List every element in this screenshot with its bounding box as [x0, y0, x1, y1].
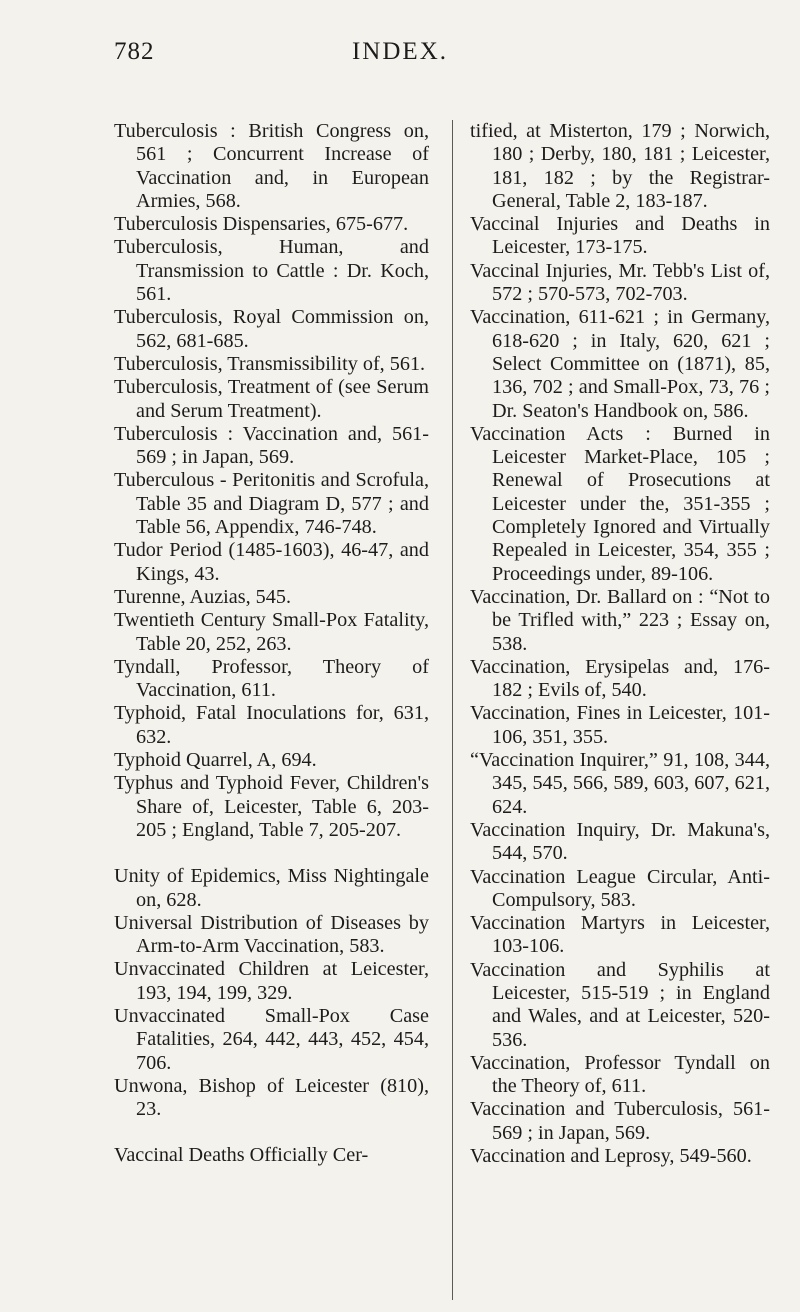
index-entry: Tudor Period (1485-1603), 46-47, and Kings, 43.: [114, 539, 429, 585]
index-entry: Tuberculosis : Vaccination and, 561-569 ; in Japan, 569.: [114, 422, 429, 469]
index-entry: Unvaccinated Children at Leicester, 193, 194, 199, 329.: [114, 958, 429, 1004]
index-entry: Vaccination, Professor Tyndall on the Theory of, 611.: [470, 1051, 770, 1098]
index-column-left: [114, 120, 429, 1168]
running-title: INDEX.: [351, 38, 448, 65]
index-entry: Tuberculosis, Human, and Transmission to Cattle : Dr. Koch, 561.: [114, 236, 429, 306]
index-entry: Vaccination, Erysipelas and, 176-182 ; Evils of, 540.: [470, 655, 770, 702]
index-entry: Vaccination, 611-621 ; in Germany, 618-620 ; in Italy, 620, 621 ; Select Committee on (1871), 85, 136, 702 ; and Small-Pox, 73, 76 ; Dr. Seaton's Handbook on, 586.: [470, 306, 770, 422]
index-entry: Vaccination, Fines in Leicester, 101-106, 351, 355.: [470, 702, 770, 748]
index-entry: Typhus and Typhoid Fever, Children's Share of, Leicester, Table 6, 203-205 ; England, Table 7, 205-207.: [114, 772, 429, 841]
index-entry: Vaccination and Syphilis at Leicester, 515-519 ; in England and Wales, and at Leicester, 520-536.: [470, 958, 770, 1051]
index-entry: Tuberculosis, Treatment of (see Serum and Serum Treatment).: [114, 376, 429, 422]
column-divider: [452, 120, 453, 1300]
index-entry: Vaccinal Injuries and Deaths in Leicester, 173-175.: [470, 213, 770, 259]
index-entry: Tyndall, Professor, Theory of Vaccination, 611.: [114, 655, 429, 702]
index-entry: Unity of Epidemics, Miss Nightingale on, 628.: [114, 865, 429, 911]
index-entry: Unvaccinated Small-Pox Case Fatalities, 264, 442, 443, 452, 454, 706.: [114, 1004, 429, 1074]
index-entry: Tuberculosis : British Congress on, 561 ; Concurrent Increase of Vaccination and, in European Armies, 568.: [114, 120, 429, 212]
index-entry: Typhoid, Fatal Inoculations for, 631, 632.: [114, 702, 429, 748]
index-entry: Vaccination Inquiry, Dr. Makuna's, 544, 570.: [470, 818, 770, 865]
index-entry: Vaccination, Dr. Ballard on : “Not to be Trifled with,” 223 ; Essay on, 538.: [470, 585, 770, 655]
index-entry: Twentieth Century Small-Pox Fatality, Table 20, 252, 263.: [114, 609, 429, 655]
index-entry: Vaccination and Tuberculosis, 561-569 ; in Japan, 569.: [470, 1098, 770, 1144]
index-entry: “Vaccination Inquirer,” 91, 108, 344, 345, 545, 566, 589, 603, 607, 621, 624.: [470, 749, 770, 818]
index-entry: Vaccination and Leprosy, 549-560.: [470, 1145, 752, 1168]
index-entry: Vaccination League Circular, Anti-Compulsory, 583.: [470, 865, 770, 911]
index-entry: Unwona, Bishop of Leicester (810), 23.: [114, 1074, 429, 1121]
index-entry: Vaccinal Injuries, Mr. Tebb's List of, 572 ; 570-573, 702-703.: [470, 259, 770, 306]
section-gap: [114, 842, 429, 865]
index-entry: Tuberculosis Dispensaries, 675-677.: [114, 213, 409, 236]
index-entry: Typhoid Quarrel, A, 694.: [114, 749, 317, 772]
index-entry: Vaccination Acts : Burned in Leicester Market-Place, 105 ; Renewal of Prosecutions at Leicester under the, 351-355 ; Completely Ignored and Virtually Repealed in Leicester, 354, 355 ; Proceedings under, 89-106.: [470, 422, 770, 585]
section-gap: [114, 1121, 429, 1144]
page-header: [0, 38, 800, 78]
index-entry: Universal Distribution of Diseases by Arm-to-Arm Vaccination, 583.: [114, 911, 429, 958]
index-entry: Tuberculous - Peritonitis and Scrofula, Table 35 and Diagram D, 577 ; and Table 56, Appendix, 746-748.: [114, 469, 429, 539]
index-entry: Tuberculosis, Transmissibility of, 561.: [114, 352, 426, 375]
index-column-right: [470, 120, 770, 1168]
page-number: 782: [114, 38, 155, 65]
index-entry: Vaccinal Deaths Officially Cer-: [114, 1144, 369, 1167]
index-entry: Turenne, Auzias, 545.: [114, 585, 292, 608]
index-entry: Tuberculosis, Royal Commission on, 562, 681-685.: [114, 306, 429, 352]
index-entry: tified, at Misterton, 179 ; Norwich, 180 ; Derby, 180, 181 ; Leicester, 181, 182 ; by the Registrar-General, Table 2, 183-187.: [470, 120, 770, 212]
index-entry: Vaccination Martyrs in Leicester, 103-106.: [470, 912, 770, 958]
